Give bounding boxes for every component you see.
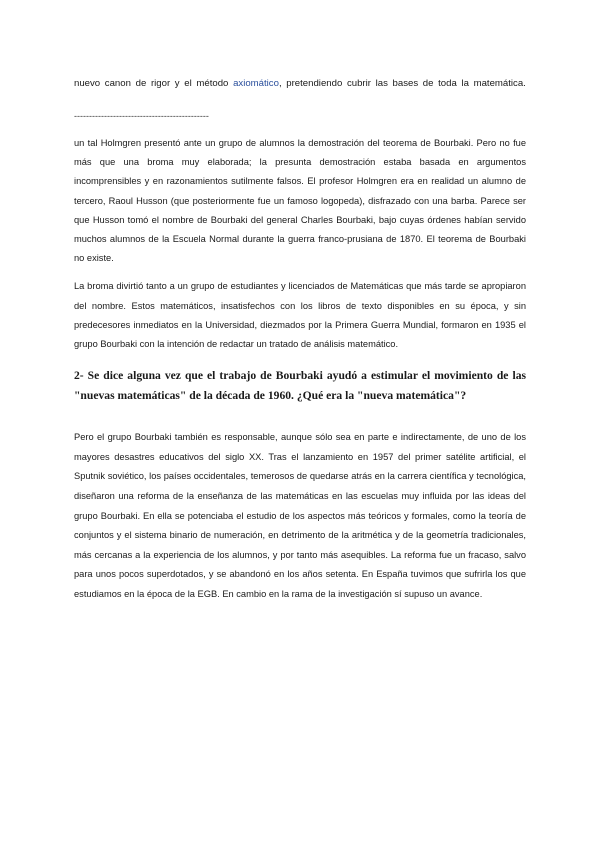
broma-paragraph: La broma divirtió tanto a un grupo de estudiantes y licenciados de Matemáticas que más tarde se apropiaron del nombre. Estos matemáticos, insatisfechos con los libros de texto disponibles en su época, y sin predecesores inmediatos en la Universidad, diezmados por la Primera Guerra Mundial, formaron en 1935 el grupo Bourbaki con la intención de redactar un tratado de análisis matemático. <box>74 281 526 350</box>
intro-text-end: , pretendiendo cubrir las bases de toda la matemática. <box>278 78 526 89</box>
axiomatico-link[interactable]: axiomático <box>233 78 279 89</box>
intro-paragraph <box>74 72 526 96</box>
question-heading: 2- Se dice alguna vez que el trabajo de Bourbaki ayudó a estimular el movimiento de las "nuevas matemáticas" de la década de 1960. ¿Qué era la "nueva matemática"? <box>74 369 526 403</box>
intro-text-start: nuevo canon de rigor y el método <box>74 78 234 89</box>
section-divider: --------------------------------------------- <box>74 111 209 121</box>
holmgren-paragraph: un tal Holmgren presentó ante un grupo de alumnos la demostración del teorema de Bourbaki. Pero no fue más que una broma muy elaborada; la presunta demostración estaba basada en argumentos incomprensibles y en razonamientos sutilmente falsos. El profesor Holmgren era en realidad un alumno de tercero, Raoul Husson (que posteriormente fue un famoso logopeda), disfrazado con una barba. Parece ser que Husson tomó el nombre de Bourbaki del general Charles Bourbaki, bajo cuyas órdenes habían servido muchos alumnos de la Escuela Normal durante la guerra franco-prusiana de 1870. El teorema de Bourbaki no existe. <box>74 138 526 264</box>
reforma-paragraph: Pero el grupo Bourbaki también es responsable, aunque sólo sea en parte e indirectamente, de uno de los mayores desastres educativos del siglo XX. Tras el lanzamiento en 1957 del primer satélite artificial, el Sputnik soviético, los países occidentales, temerosos de quedarse atrás en la carrera científica y tecnológica, diseñaron una reforma de la enseñanza de las matemáticas en las escuelas muy influida por las ideas del grupo Bourbaki. En ella se potenciaba el estudio de los aspectos más teóricos y formales, como la teoría de conjuntos y el sistema binario de numeración, en detrimento de la aritmética y de la geometría tradicionales, más cercanas a la experiencia de los alumnos, y por tanto más asequibles. La reforma fue un fracaso, salvo para unos pocos superdotados, y se abandonó en los años setenta. En España tuvimos que sufrirla los que estudiamos en la época de la EGB. En cambio en la rama de la investigación sí supuso un avance. <box>74 432 526 599</box>
